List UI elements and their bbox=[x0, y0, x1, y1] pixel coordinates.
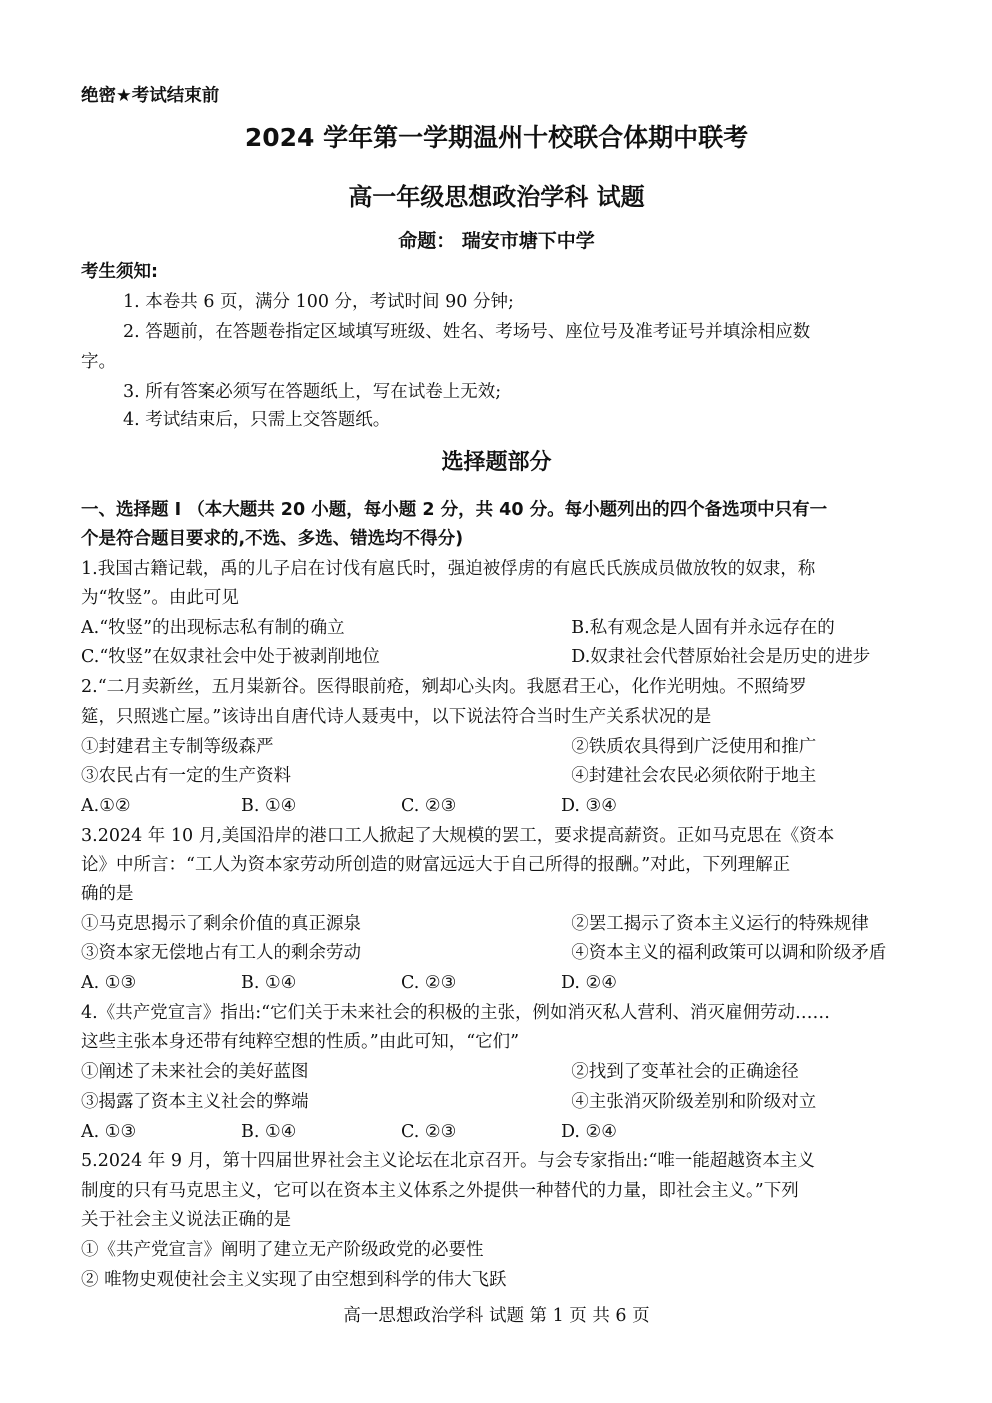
question-2-stem: 2.“二月卖新丝，五月粜新谷。医得眼前疮，剜却心头肉。我愿君王心，化作光明烛。不照绮罗 bbox=[81, 677, 807, 697]
notice-item: 4. 考试结束后，只需上交答题纸。 bbox=[123, 410, 391, 430]
option-c: C.“牧竖”在奴隶社会中处于被剥削地位 bbox=[81, 647, 380, 667]
question-5-statement: ①《共产党宣言》阐明了建立无产阶级政党的必要性 bbox=[81, 1240, 484, 1260]
question-1-options-row bbox=[81, 643, 912, 671]
question-1-options-row bbox=[81, 614, 912, 642]
choice-b: B. ①④ bbox=[241, 973, 297, 993]
question-4-stem: 这些主张本身还带有纯粹空想的性质。”由此可知，“它们” bbox=[81, 1032, 520, 1052]
question-2-statements-row bbox=[81, 733, 912, 761]
section-instruction-continued: 个是符合题目要求的,不选、多选、错选均不得分) bbox=[81, 529, 464, 549]
statement-2: ②找到了变革社会的正确途径 bbox=[571, 1062, 799, 1082]
choice-a: A. ①③ bbox=[81, 973, 137, 993]
choice-c: C. ②③ bbox=[401, 796, 457, 816]
section-title: 选择题部分 bbox=[441, 450, 552, 475]
statement-2: ②罢工揭示了资本主义运行的特殊规律 bbox=[571, 914, 869, 934]
question-4-statements-row bbox=[81, 1058, 912, 1086]
question-5-statement: ② 唯物史观使社会主义实现了由空想到科学的伟大飞跃 bbox=[81, 1270, 507, 1290]
statement-2: ②铁质农具得到广泛使用和推广 bbox=[571, 737, 817, 757]
question-4-choices-row bbox=[81, 1118, 912, 1146]
question-1-stem: 1.我国古籍记载，禹的儿子启在讨伐有扈氏时，强迫被俘虏的有扈氏氏族成员做放牧的奴隶，称 bbox=[81, 559, 816, 579]
statement-1: ①阐述了未来社会的美好蓝图 bbox=[81, 1062, 309, 1082]
option-b: B.私有观念是人固有并永远存在的 bbox=[571, 618, 835, 638]
question-5-stem: 5.2024 年 9 月，第十四届世界社会主义论坛在北京召开。与会专家指出:“唯一能超越资本主义 bbox=[81, 1151, 815, 1171]
statement-4: ④封建社会农民必须依附于地主 bbox=[571, 766, 817, 786]
notice-item: 3. 所有答案必须写在答题纸上，写在试卷上无效; bbox=[123, 382, 502, 402]
statement-3: ③资本家无偿地占有工人的剩余劳动 bbox=[81, 943, 361, 963]
section-instruction: 一、选择题 I （本大题共 20 小题，每小题 2 分，共 40 分。每小题列出的四个备选项中只有一 bbox=[81, 500, 828, 520]
statement-3: ③揭露了资本主义社会的弊端 bbox=[81, 1092, 309, 1112]
exam-title: 2024 学年第一学期温州十校联合体期中联考 bbox=[244, 123, 749, 152]
question-1-stem: 为“牧竖”。由此可见 bbox=[81, 588, 239, 608]
question-4-statements-row bbox=[81, 1088, 912, 1116]
choice-a: A.①② bbox=[81, 796, 131, 816]
statement-1: ①马克思揭示了剩余价值的真正源泉 bbox=[81, 914, 361, 934]
notice-item: 1. 本卷共 6 页，满分 100 分，考试时间 90 分钟; bbox=[123, 292, 514, 312]
question-3-statements-row bbox=[81, 939, 912, 967]
choice-a: A. ①③ bbox=[81, 1122, 137, 1142]
choice-c: C. ②③ bbox=[401, 1122, 457, 1142]
statement-4: ④资本主义的福利政策可以调和阶级矛盾 bbox=[571, 943, 887, 963]
question-2-stem: 筵，只照逃亡屋。”该诗出自唐代诗人聂夷中，以下说法符合当时生产关系状况的是 bbox=[81, 707, 712, 727]
exam-author: 命题： 瑞安市塘下中学 bbox=[398, 230, 595, 252]
question-3-choices-row bbox=[81, 969, 912, 997]
option-d: D.奴隶社会代替原始社会是历史的进步 bbox=[571, 647, 871, 667]
statement-4: ④主张消灭阶级差别和阶级对立 bbox=[571, 1092, 817, 1112]
notice-item-continued: 字。 bbox=[81, 352, 116, 372]
question-2-statements-row bbox=[81, 762, 912, 790]
question-4-stem: 4.《共产党宣言》指出:“它们关于未来社会的积极的主张，例如消灭私人营利、消灭雇佣劳动…… bbox=[81, 1003, 831, 1023]
question-3-stem: 论》中所言：“工人为资本家劳动所创造的财富远远大于自己所得的报酬。”对此，下列理解正 bbox=[81, 855, 791, 875]
statement-1: ①封建君主专制等级森严 bbox=[81, 737, 274, 757]
option-a: A.“牧竖”的出现标志私有制的确立 bbox=[81, 618, 345, 638]
question-3-stem: 确的是 bbox=[81, 884, 134, 904]
notice-item: 2. 答题前，在答题卷指定区域填写班级、姓名、考场号、座位号及准考证号并填涂相应数 bbox=[123, 322, 811, 342]
choice-b: B. ①④ bbox=[241, 1122, 297, 1142]
page-footer: 高一思想政治学科 试题 第 1 页 共 6 页 bbox=[343, 1306, 650, 1326]
choice-d: D. ②④ bbox=[561, 1122, 617, 1142]
question-3-stem: 3.2024 年 10 月,美国沿岸的港口工人掀起了大规模的罢工，要求提高薪资。正如马克思在《资本 bbox=[81, 826, 835, 846]
question-5-stem: 关于社会主义说法正确的是 bbox=[81, 1210, 291, 1230]
question-5-stem: 制度的只有马克思主义，它可以在资本主义体系之外提供一种替代的力量，即社会主义。”下列 bbox=[81, 1181, 799, 1201]
notice-heading: 考生须知: bbox=[81, 262, 158, 282]
choice-d: D. ③④ bbox=[561, 796, 617, 816]
question-3-statements-row bbox=[81, 910, 912, 938]
question-2-choices-row bbox=[81, 792, 912, 820]
choice-d: D. ②④ bbox=[561, 973, 617, 993]
secret-label: 绝密★考试结束前 bbox=[81, 86, 220, 106]
choice-c: C. ②③ bbox=[401, 973, 457, 993]
choice-b: B. ①④ bbox=[241, 796, 297, 816]
statement-3: ③农民占有一定的生产资料 bbox=[81, 766, 291, 786]
exam-subtitle: 高一年级思想政治学科 试题 bbox=[348, 183, 645, 211]
